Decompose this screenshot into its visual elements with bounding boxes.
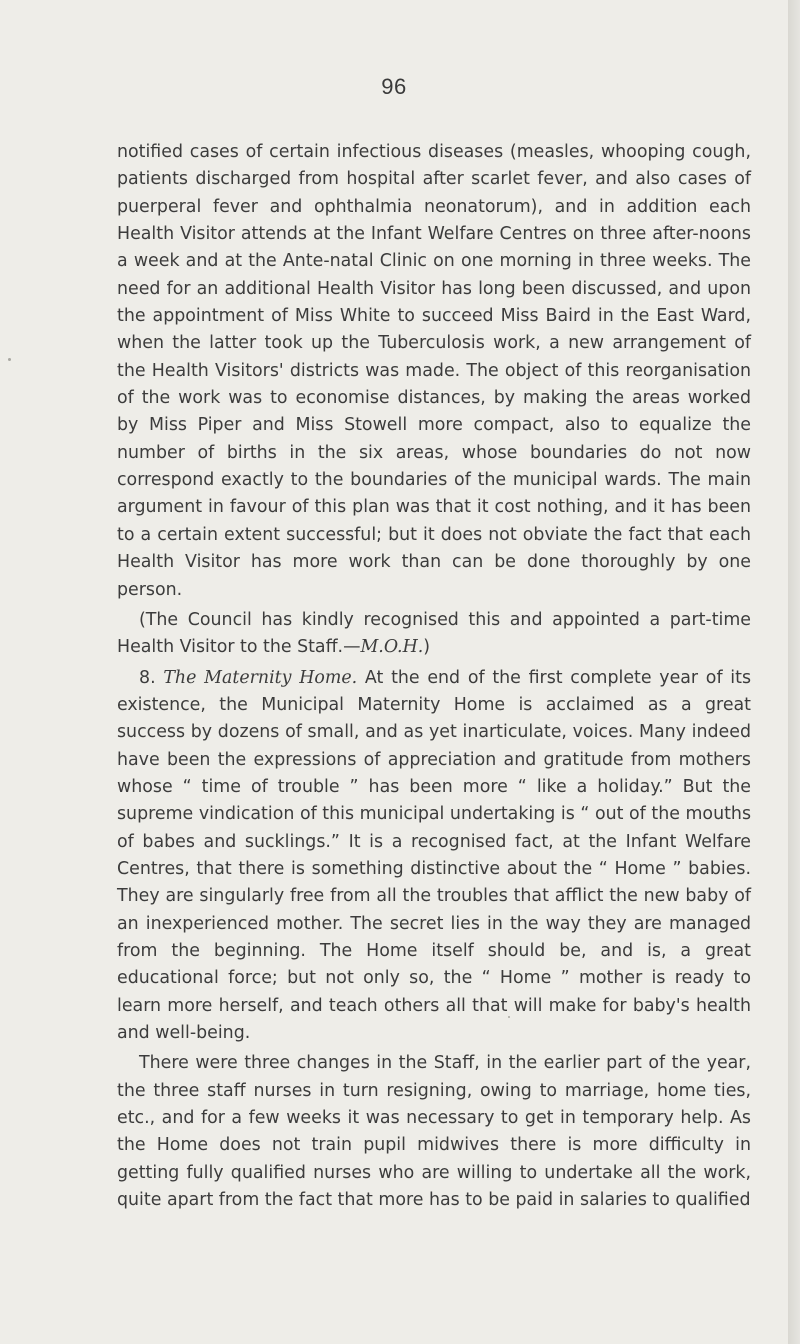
council-note-text: (The Council has kindly recognised this and appointed a part-time Health Visitor to the Staff.— — [117, 609, 751, 658]
paper-speck — [8, 358, 11, 361]
council-note-close: ) — [423, 637, 431, 658]
moh-signature: M.O.H. — [360, 637, 424, 658]
paragraph-maternity-home — [117, 665, 751, 1048]
maternity-home-text: At the end of the first complete year of its existence, the Municipal Maternity Home is acclaimed as a great success by dozens of small, and as yet inarticulate, voices. Many indeed have been the expressions of appreciation and gratitude from mothers whose “ time of trouble ” has been more “ like a holiday.” But the supreme vindication of this municipal undertaking is “ out of the mouths of babes and sucklings.” It is a recognised fact, at the Infant Welfare Centres, that there is something distinctive about the “ Home ” babies. They are singularly free from all the troubles that afflict the new baby of an inexperienced mother. The secret lies in the way they are managed from the beginning. The Home itself should be, and is, a great educational force; but not only so, the “ Home ” mother is ready to learn more herself, and teach others all that will make for baby's health and well-being. — [117, 667, 752, 1043]
page-number: 96 — [381, 74, 407, 99]
paragraph-health-visitors: notified cases of certain infectious diseases (measles, whooping cough, patients discharged from hospital after scarlet fever, and also cases of puerperal fever and ophthalmia neonatorum), and in addition each Health Visitor attends at the Infant Welfare Centres on three after-noons a week and at the Ante-natal Clinic on one morning in three weeks. The need for an additional Health Visitor has long been discussed, and upon the appointment of Miss White to succeed Miss Baird in the East Ward, when the latter took up the Tuberculosis work, a new arrangement of the Health Visitors' districts was made. The object of this reorganisation of the work was to economise distances, by making the areas worked by Miss Piper and Miss Stowell more compact, also to equalize the number of births in the six areas, whose boundaries do not now correspond exactly to the boundaries of the municipal wards. The main argument in favour of this plan was that it cost nothing, and it has been to a certain extent successful; but it does not obviate the fact that each Health Visitor has more work than can be done thoroughly by one person. — [117, 142, 751, 600]
section-number: 8. — [139, 667, 156, 688]
body-text — [117, 139, 751, 1214]
paragraph-council-note — [117, 607, 751, 662]
page-edge-shadow — [788, 0, 800, 1344]
section-heading: The Maternity Home. — [163, 667, 358, 688]
paragraph-staff-changes: There were three changes in the Staff, in the earlier part of the year, the three staff nurses in turn resigning, owing to marriage, home ties, etc., and for a few weeks it was necessary to get in temporary help. As the Home does not train pupil midwives there is more difficulty in getting fully qualified nurses who are willing to undertake all the work, quite apart from the fact that more has to be paid in salaries to qualified — [117, 1053, 751, 1211]
paper-speck — [508, 1016, 510, 1018]
